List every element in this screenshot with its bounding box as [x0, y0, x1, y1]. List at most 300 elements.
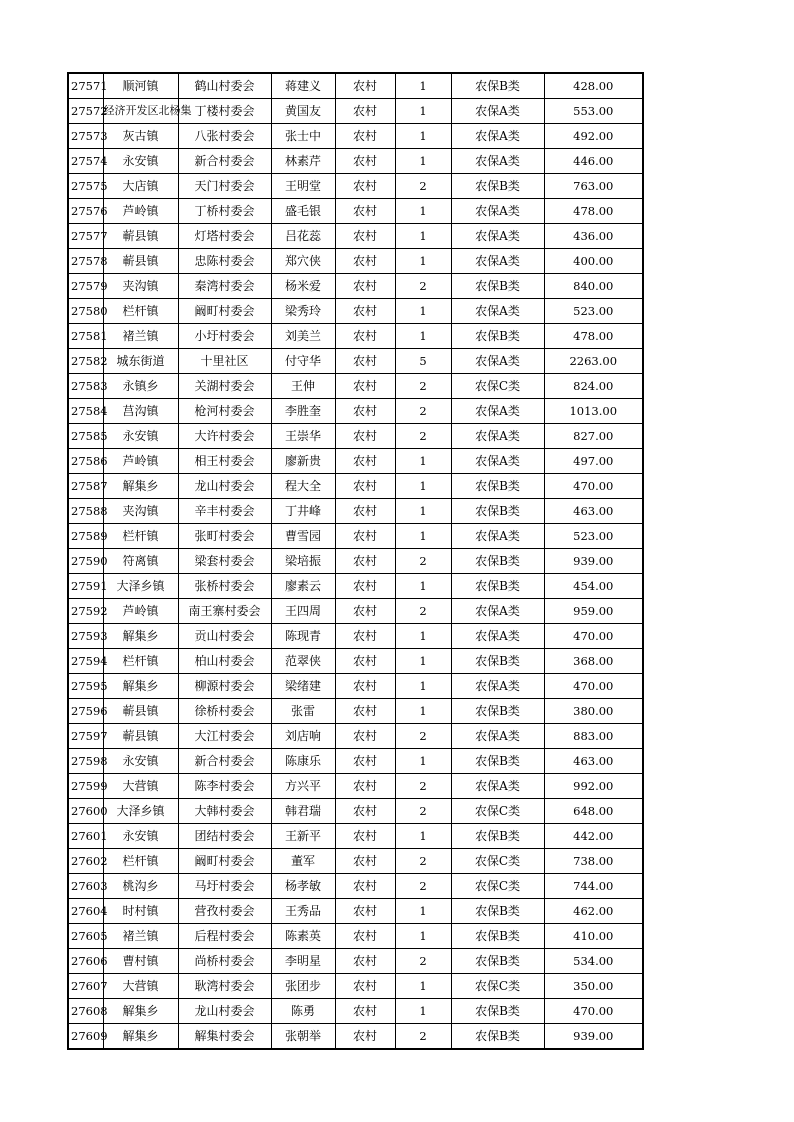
insurance-category-cell: 农保B类 [451, 949, 544, 974]
person-name-cell: 范翠侠 [271, 649, 335, 674]
household-type-cell: 农村 [335, 1024, 395, 1050]
record-id-cell: 27601 [68, 824, 103, 849]
village-cell: 南王寨村委会 [178, 599, 271, 624]
member-count-cell: 2 [395, 949, 451, 974]
village-cell: 耿湾村委会 [178, 974, 271, 999]
household-type-cell: 农村 [335, 174, 395, 199]
table-row [68, 724, 643, 749]
insurance-category-cell: 农保A类 [451, 449, 544, 474]
member-count-cell: 1 [395, 624, 451, 649]
village-cell: 龙山村委会 [178, 999, 271, 1024]
town-cell: 夹沟镇 [103, 274, 178, 299]
table-row [68, 874, 643, 899]
insurance-category-cell: 农保B类 [451, 324, 544, 349]
record-id-cell: 27585 [68, 424, 103, 449]
record-id-cell: 27599 [68, 774, 103, 799]
household-type-cell: 农村 [335, 399, 395, 424]
person-name-cell: 张团步 [271, 974, 335, 999]
member-count-cell: 2 [395, 724, 451, 749]
member-count-cell: 1 [395, 924, 451, 949]
member-count-cell: 1 [395, 899, 451, 924]
record-id-cell: 27600 [68, 799, 103, 824]
village-cell: 关湖村委会 [178, 374, 271, 399]
person-name-cell: 张朝举 [271, 1024, 335, 1050]
person-name-cell: 梁绪建 [271, 674, 335, 699]
amount-cell: 350.00 [544, 974, 643, 999]
village-cell: 张町村委会 [178, 524, 271, 549]
village-cell: 新合村委会 [178, 149, 271, 174]
amount-cell: 463.00 [544, 499, 643, 524]
town-cell: 芦岭镇 [103, 199, 178, 224]
amount-cell: 470.00 [544, 624, 643, 649]
household-type-cell: 农村 [335, 299, 395, 324]
record-id-cell: 27594 [68, 649, 103, 674]
household-type-cell: 农村 [335, 99, 395, 124]
household-type-cell: 农村 [335, 624, 395, 649]
household-type-cell: 农村 [335, 574, 395, 599]
member-count-cell: 2 [395, 274, 451, 299]
insurance-category-cell: 农保B类 [451, 574, 544, 599]
household-type-cell: 农村 [335, 73, 395, 99]
amount-cell: 738.00 [544, 849, 643, 874]
table-row [68, 124, 643, 149]
amount-cell: 992.00 [544, 774, 643, 799]
record-id-cell: 27583 [68, 374, 103, 399]
person-name-cell: 李明星 [271, 949, 335, 974]
insurance-category-cell: 农保A类 [451, 349, 544, 374]
town-cell: 大泽乡镇 [103, 799, 178, 824]
amount-cell: 648.00 [544, 799, 643, 824]
household-type-cell: 农村 [335, 549, 395, 574]
person-name-cell: 陈现青 [271, 624, 335, 649]
town-cell: 夹沟镇 [103, 499, 178, 524]
village-cell: 柳源村委会 [178, 674, 271, 699]
record-id-cell: 27587 [68, 474, 103, 499]
town-cell: 蕲县镇 [103, 249, 178, 274]
table-row [68, 324, 643, 349]
table-row [68, 949, 643, 974]
town-cell: 灰古镇 [103, 124, 178, 149]
town-cell: 栏杆镇 [103, 649, 178, 674]
town-cell: 永安镇 [103, 424, 178, 449]
amount-cell: 470.00 [544, 474, 643, 499]
person-name-cell: 梁秀玲 [271, 299, 335, 324]
member-count-cell: 2 [395, 849, 451, 874]
household-type-cell: 农村 [335, 324, 395, 349]
village-cell: 陈李村委会 [178, 774, 271, 799]
insurance-category-cell: 农保B类 [451, 1024, 544, 1050]
member-count-cell: 1 [395, 249, 451, 274]
record-id-cell: 27589 [68, 524, 103, 549]
amount-cell: 470.00 [544, 674, 643, 699]
table-row [68, 474, 643, 499]
town-cell: 永安镇 [103, 749, 178, 774]
record-id-cell: 27582 [68, 349, 103, 374]
amount-cell: 478.00 [544, 324, 643, 349]
household-type-cell: 农村 [335, 699, 395, 724]
town-cell: 顺河镇 [103, 73, 178, 99]
table-row [68, 73, 643, 99]
household-type-cell: 农村 [335, 599, 395, 624]
amount-cell: 497.00 [544, 449, 643, 474]
town-cell: 芦岭镇 [103, 449, 178, 474]
insurance-category-cell: 农保C类 [451, 849, 544, 874]
person-name-cell: 王崇华 [271, 424, 335, 449]
insurance-category-cell: 农保B类 [451, 274, 544, 299]
insurance-category-cell: 农保A类 [451, 524, 544, 549]
member-count-cell: 1 [395, 699, 451, 724]
town-cell: 解集乡 [103, 674, 178, 699]
table-row [68, 549, 643, 574]
table-body [68, 73, 643, 1049]
amount-cell: 763.00 [544, 174, 643, 199]
insurance-category-cell: 农保A类 [451, 774, 544, 799]
insurance-category-cell: 农保A类 [451, 599, 544, 624]
record-id-cell: 27604 [68, 899, 103, 924]
person-name-cell: 张雷 [271, 699, 335, 724]
record-id-cell: 27586 [68, 449, 103, 474]
table-row [68, 374, 643, 399]
amount-cell: 470.00 [544, 999, 643, 1024]
person-name-cell: 廖素云 [271, 574, 335, 599]
amount-cell: 446.00 [544, 149, 643, 174]
household-type-cell: 农村 [335, 449, 395, 474]
record-id-cell: 27605 [68, 924, 103, 949]
record-id-cell: 27581 [68, 324, 103, 349]
town-cell: 解集乡 [103, 999, 178, 1024]
relief-roster-table [67, 72, 644, 1050]
record-id-cell: 27606 [68, 949, 103, 974]
member-count-cell: 1 [395, 674, 451, 699]
insurance-category-cell: 农保B类 [451, 549, 544, 574]
record-id-cell: 27595 [68, 674, 103, 699]
village-cell: 灯塔村委会 [178, 224, 271, 249]
town-cell: 经济开发区北杨集 [103, 99, 178, 124]
insurance-category-cell: 农保A类 [451, 399, 544, 424]
person-name-cell: 杨孝敏 [271, 874, 335, 899]
record-id-cell: 27574 [68, 149, 103, 174]
member-count-cell: 2 [395, 549, 451, 574]
amount-cell: 1013.00 [544, 399, 643, 424]
table-row [68, 899, 643, 924]
table-row [68, 274, 643, 299]
village-cell: 龙山村委会 [178, 474, 271, 499]
town-cell: 大泽乡镇 [103, 574, 178, 599]
amount-cell: 400.00 [544, 249, 643, 274]
person-name-cell: 廖新贵 [271, 449, 335, 474]
member-count-cell: 1 [395, 524, 451, 549]
record-id-cell: 27609 [68, 1024, 103, 1050]
member-count-cell: 2 [395, 174, 451, 199]
table-row [68, 299, 643, 324]
insurance-category-cell: 农保A类 [451, 124, 544, 149]
member-count-cell: 1 [395, 474, 451, 499]
member-count-cell: 2 [395, 774, 451, 799]
person-name-cell: 吕花蕊 [271, 224, 335, 249]
town-cell: 大营镇 [103, 774, 178, 799]
table-row [68, 924, 643, 949]
village-cell: 营孜村委会 [178, 899, 271, 924]
village-cell: 枪河村委会 [178, 399, 271, 424]
amount-cell: 478.00 [544, 199, 643, 224]
insurance-category-cell: 农保C类 [451, 974, 544, 999]
household-type-cell: 农村 [335, 524, 395, 549]
village-cell: 团结村委会 [178, 824, 271, 849]
town-cell: 栏杆镇 [103, 524, 178, 549]
village-cell: 徐桥村委会 [178, 699, 271, 724]
table-row [68, 199, 643, 224]
amount-cell: 939.00 [544, 1024, 643, 1050]
household-type-cell: 农村 [335, 124, 395, 149]
table-row [68, 449, 643, 474]
person-name-cell: 付守华 [271, 349, 335, 374]
village-cell: 相王村委会 [178, 449, 271, 474]
record-id-cell: 27590 [68, 549, 103, 574]
person-name-cell: 张士中 [271, 124, 335, 149]
person-name-cell: 黄国友 [271, 99, 335, 124]
member-count-cell: 1 [395, 574, 451, 599]
person-name-cell: 曹雪园 [271, 524, 335, 549]
record-id-cell: 27607 [68, 974, 103, 999]
insurance-category-cell: 农保B类 [451, 749, 544, 774]
village-cell: 秦湾村委会 [178, 274, 271, 299]
table-row [68, 499, 643, 524]
town-cell: 永安镇 [103, 149, 178, 174]
town-cell: 解集乡 [103, 624, 178, 649]
amount-cell: 840.00 [544, 274, 643, 299]
amount-cell: 436.00 [544, 224, 643, 249]
record-id-cell: 27578 [68, 249, 103, 274]
insurance-category-cell: 农保B类 [451, 499, 544, 524]
amount-cell: 2263.00 [544, 349, 643, 374]
insurance-category-cell: 农保B类 [451, 73, 544, 99]
amount-cell: 462.00 [544, 899, 643, 924]
household-type-cell: 农村 [335, 974, 395, 999]
insurance-category-cell: 农保A类 [451, 224, 544, 249]
town-cell: 芦岭镇 [103, 599, 178, 624]
member-count-cell: 2 [395, 1024, 451, 1050]
person-name-cell: 陈康乐 [271, 749, 335, 774]
town-cell: 永安镇 [103, 824, 178, 849]
person-name-cell: 王伸 [271, 374, 335, 399]
table-row [68, 524, 643, 549]
record-id-cell: 27577 [68, 224, 103, 249]
member-count-cell: 1 [395, 224, 451, 249]
amount-cell: 492.00 [544, 124, 643, 149]
person-name-cell: 韩君瑞 [271, 799, 335, 824]
household-type-cell: 农村 [335, 924, 395, 949]
insurance-category-cell: 农保A类 [451, 149, 544, 174]
person-name-cell: 程大全 [271, 474, 335, 499]
member-count-cell: 1 [395, 974, 451, 999]
insurance-category-cell: 农保A类 [451, 99, 544, 124]
household-type-cell: 农村 [335, 249, 395, 274]
insurance-category-cell: 农保B类 [451, 899, 544, 924]
amount-cell: 534.00 [544, 949, 643, 974]
household-type-cell: 农村 [335, 949, 395, 974]
person-name-cell: 李胜奎 [271, 399, 335, 424]
village-cell: 辛丰村委会 [178, 499, 271, 524]
record-id-cell: 27572 [68, 99, 103, 124]
amount-cell: 368.00 [544, 649, 643, 674]
household-type-cell: 农村 [335, 499, 395, 524]
table-row [68, 224, 643, 249]
person-name-cell: 郑穴侠 [271, 249, 335, 274]
member-count-cell: 2 [395, 424, 451, 449]
member-count-cell: 1 [395, 73, 451, 99]
insurance-category-cell: 农保B类 [451, 999, 544, 1024]
member-count-cell: 2 [395, 874, 451, 899]
table-row [68, 749, 643, 774]
town-cell: 蕲县镇 [103, 724, 178, 749]
record-id-cell: 27598 [68, 749, 103, 774]
amount-cell: 827.00 [544, 424, 643, 449]
household-type-cell: 农村 [335, 199, 395, 224]
insurance-category-cell: 农保A类 [451, 299, 544, 324]
town-cell: 解集乡 [103, 474, 178, 499]
insurance-category-cell: 农保A类 [451, 424, 544, 449]
insurance-category-cell: 农保B类 [451, 649, 544, 674]
table-row [68, 974, 643, 999]
insurance-category-cell: 农保B类 [451, 174, 544, 199]
person-name-cell: 林素芹 [271, 149, 335, 174]
household-type-cell: 农村 [335, 424, 395, 449]
table-row [68, 999, 643, 1024]
amount-cell: 380.00 [544, 699, 643, 724]
amount-cell: 428.00 [544, 73, 643, 99]
town-cell: 大营镇 [103, 974, 178, 999]
member-count-cell: 1 [395, 749, 451, 774]
member-count-cell: 2 [395, 374, 451, 399]
household-type-cell: 农村 [335, 224, 395, 249]
table-row [68, 424, 643, 449]
table-row [68, 349, 643, 374]
table-row [68, 149, 643, 174]
village-cell: 解集村委会 [178, 1024, 271, 1050]
member-count-cell: 2 [395, 399, 451, 424]
village-cell: 阚町村委会 [178, 299, 271, 324]
village-cell: 八张村委会 [178, 124, 271, 149]
person-name-cell: 刘店响 [271, 724, 335, 749]
village-cell: 柏山村委会 [178, 649, 271, 674]
town-cell: 栏杆镇 [103, 299, 178, 324]
household-type-cell: 农村 [335, 824, 395, 849]
village-cell: 天门村委会 [178, 174, 271, 199]
member-count-cell: 1 [395, 449, 451, 474]
amount-cell: 959.00 [544, 599, 643, 624]
member-count-cell: 5 [395, 349, 451, 374]
town-cell: 永镇乡 [103, 374, 178, 399]
village-cell: 新合村委会 [178, 749, 271, 774]
table-row [68, 824, 643, 849]
table-row [68, 774, 643, 799]
member-count-cell: 1 [395, 499, 451, 524]
town-cell: 栏杆镇 [103, 849, 178, 874]
village-cell: 小圩村委会 [178, 324, 271, 349]
town-cell: 莒沟镇 [103, 399, 178, 424]
amount-cell: 463.00 [544, 749, 643, 774]
household-type-cell: 农村 [335, 274, 395, 299]
household-type-cell: 农村 [335, 749, 395, 774]
household-type-cell: 农村 [335, 149, 395, 174]
record-id-cell: 27602 [68, 849, 103, 874]
household-type-cell: 农村 [335, 649, 395, 674]
record-id-cell: 27571 [68, 73, 103, 99]
table-row [68, 674, 643, 699]
table-row [68, 649, 643, 674]
amount-cell: 523.00 [544, 299, 643, 324]
record-id-cell: 27580 [68, 299, 103, 324]
town-cell: 符离镇 [103, 549, 178, 574]
record-id-cell: 27592 [68, 599, 103, 624]
amount-cell: 553.00 [544, 99, 643, 124]
record-id-cell: 27596 [68, 699, 103, 724]
village-cell: 阚町村委会 [178, 849, 271, 874]
village-cell: 大江村委会 [178, 724, 271, 749]
member-count-cell: 2 [395, 599, 451, 624]
village-cell: 十里社区 [178, 349, 271, 374]
person-name-cell: 王四周 [271, 599, 335, 624]
table-row [68, 399, 643, 424]
town-cell: 曹村镇 [103, 949, 178, 974]
village-cell: 鹤山村委会 [178, 73, 271, 99]
amount-cell: 939.00 [544, 549, 643, 574]
town-cell: 蕲县镇 [103, 699, 178, 724]
town-cell: 大店镇 [103, 174, 178, 199]
member-count-cell: 1 [395, 99, 451, 124]
village-cell: 丁桥村委会 [178, 199, 271, 224]
record-id-cell: 27584 [68, 399, 103, 424]
amount-cell: 410.00 [544, 924, 643, 949]
person-name-cell: 梁培振 [271, 549, 335, 574]
table-row [68, 99, 643, 124]
record-id-cell: 27608 [68, 999, 103, 1024]
record-id-cell: 27588 [68, 499, 103, 524]
person-name-cell: 方兴平 [271, 774, 335, 799]
table-row [68, 799, 643, 824]
household-type-cell: 农村 [335, 899, 395, 924]
amount-cell: 883.00 [544, 724, 643, 749]
member-count-cell: 1 [395, 149, 451, 174]
person-name-cell: 蒋建义 [271, 73, 335, 99]
village-cell: 张桥村委会 [178, 574, 271, 599]
town-cell: 时村镇 [103, 899, 178, 924]
village-cell: 梁套村委会 [178, 549, 271, 574]
village-cell: 尚桥村委会 [178, 949, 271, 974]
record-id-cell: 27593 [68, 624, 103, 649]
household-type-cell: 农村 [335, 724, 395, 749]
town-cell: 桃沟乡 [103, 874, 178, 899]
person-name-cell: 刘美兰 [271, 324, 335, 349]
village-cell: 贡山村委会 [178, 624, 271, 649]
member-count-cell: 1 [395, 299, 451, 324]
table-row [68, 574, 643, 599]
table-row [68, 699, 643, 724]
amount-cell: 442.00 [544, 824, 643, 849]
insurance-category-cell: 农保C类 [451, 874, 544, 899]
table-row [68, 624, 643, 649]
table-row [68, 249, 643, 274]
person-name-cell: 陈勇 [271, 999, 335, 1024]
member-count-cell: 1 [395, 999, 451, 1024]
person-name-cell: 盛毛银 [271, 199, 335, 224]
village-cell: 忠陈村委会 [178, 249, 271, 274]
insurance-category-cell: 农保A类 [451, 249, 544, 274]
village-cell: 大韩村委会 [178, 799, 271, 824]
insurance-category-cell: 农保A类 [451, 624, 544, 649]
member-count-cell: 1 [395, 324, 451, 349]
record-id-cell: 27573 [68, 124, 103, 149]
